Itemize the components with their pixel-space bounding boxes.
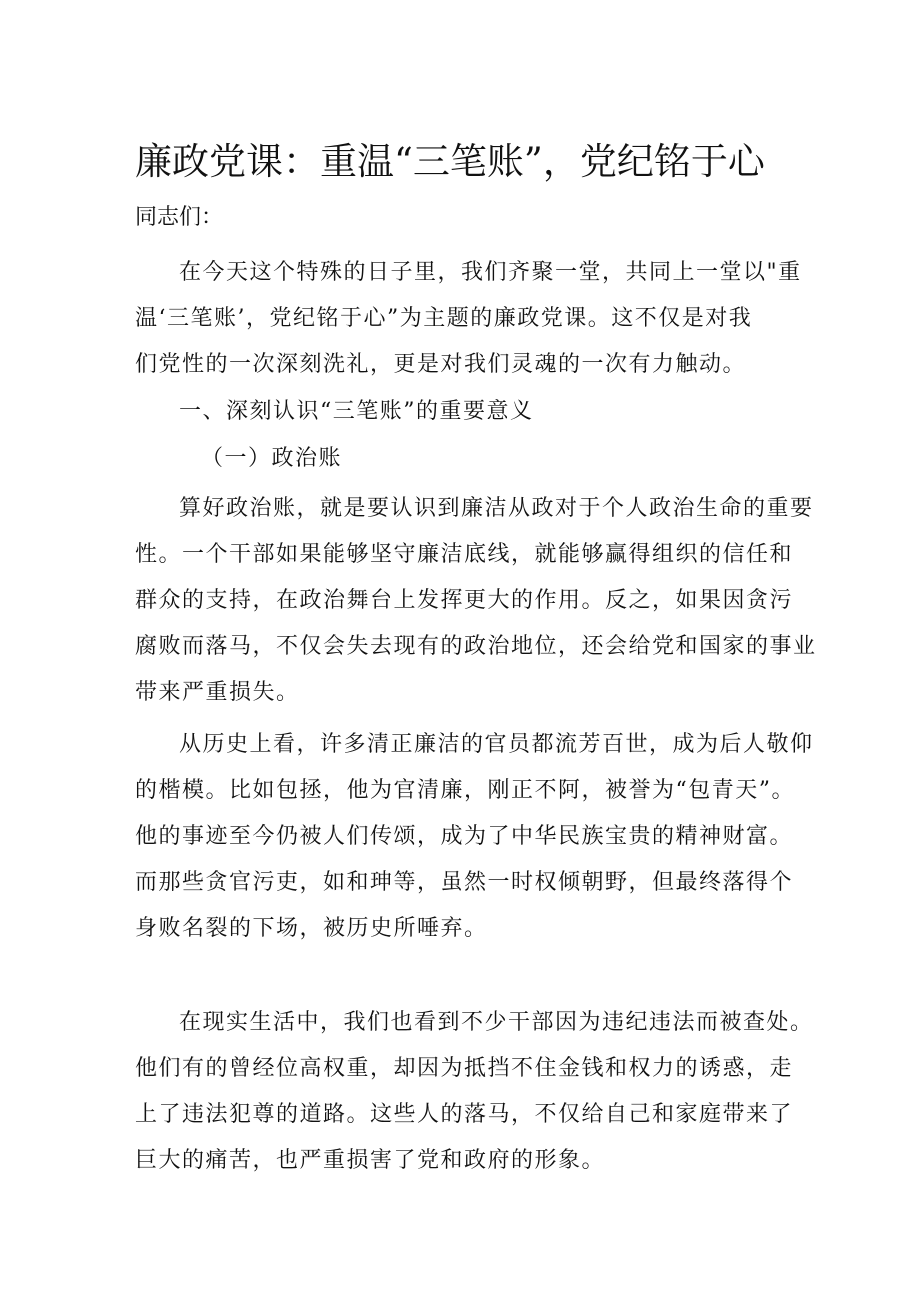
paragraph-line: 的楷模。比如包拯，他为官清廉，刚正不阿，被誉为“包青天”。 <box>135 778 795 803</box>
paragraph-line: 他们有的曾经位高权重，却因为抵挡不住金钱和权力的诱惑，走 <box>135 1056 794 1081</box>
paragraph-line: 腐败而落马，不仅会失去现有的政治地位，还会给党和国家的事业 <box>135 634 817 659</box>
paragraph-line: 在现实生活中，我们也看到不少干部因为违纪违法而被查处。 <box>179 1010 814 1035</box>
section-heading-text: 一、深刻认识“三笔账”的重要意义 <box>179 399 534 424</box>
paragraph-line: 算好政治账，就是要认识到廉洁从政对于个人政治生命的重要 <box>179 496 814 521</box>
paragraph-line: 带来严重损失。 <box>135 680 300 705</box>
paragraph-intro <box>135 250 802 388</box>
paragraph-political-account <box>135 486 817 716</box>
salutation: 同志们： <box>135 205 224 230</box>
paragraph-history <box>135 722 814 952</box>
paragraph-line: 而那些贪官污吏，如和珅等，虽然一时权倾朝野，但最终落得个 <box>135 870 794 895</box>
paragraph-reality <box>135 1000 814 1184</box>
subsection-heading-text: （一）政治账 <box>201 446 343 471</box>
subsection-heading <box>179 436 799 482</box>
paragraph-line: 温‘三笔账’，党纪铭于心”为主题的廉政党课。这不仅是对我 <box>135 306 753 331</box>
paragraph-line: 他的事迹至今仍被人们传颂，成为了中华民族宝贵的精神财富。 <box>135 824 794 849</box>
paragraph-line: 群众的支持，在政治舞台上发挥更大的作用。反之，如果因贪污 <box>135 588 794 613</box>
paragraph-line: 身败名裂的下场，被历史所唾弃。 <box>135 916 488 941</box>
page-title: 廉政党课：重温“三笔账”，党纪铭于心 <box>135 140 765 183</box>
paragraph-line: 巨大的痛苦，也严重损害了党和政府的形象。 <box>135 1148 606 1173</box>
paragraph-line: 从历史上看，许多清正廉洁的官员都流芳百世，成为后人敬仰 <box>179 732 814 757</box>
paragraph-line: 在今天这个特殊的日子里，我们齐聚一堂，共同上一堂以"重 <box>179 260 802 285</box>
paragraph-line: 们党性的一次深刻洗礼，更是对我们灵魂的一次有力触动。 <box>135 352 747 377</box>
paragraph-line: 上了违法犯尊的道路。这些人的落马，不仅给自己和家庭带来了 <box>135 1102 794 1127</box>
paragraph-line: 性。一个干部如果能够坚守廉洁底线，就能够赢得组织的信任和 <box>135 542 794 567</box>
section-heading-1 <box>179 389 799 435</box>
